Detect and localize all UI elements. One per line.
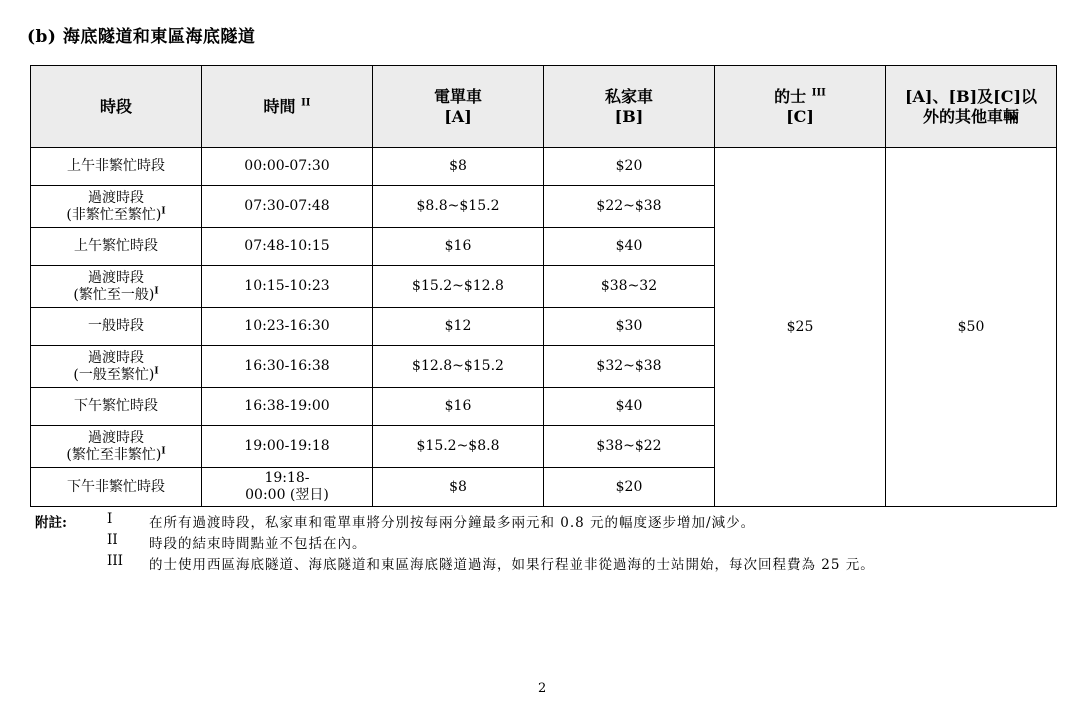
note-number: II [107,532,118,548]
tram-fee-cell: $8 [373,148,544,186]
period-cell: 上午繁忙時段 [31,228,202,266]
toll-table [30,65,1057,507]
header-tram: 電單車 [A] [373,66,544,148]
private-fee-cell: $32~$38 [544,346,715,388]
period-cell: 過渡時段 (繁忙至一般)$^I$ [31,266,202,308]
private-fee-cell: $20 [544,148,715,186]
note-text: 在所有過渡時段，私家車和電單車將分別按每兩分鐘最多兩元和 0.8 元的幅度逐步增加/減少。 [149,515,756,531]
section-title: (b) 海底隧道和東區海底隧道 [27,27,256,47]
period-cell: 下午非繁忙時段 [31,468,202,507]
time-cell: 10:23-16:30 [202,308,373,346]
note-number: III [107,553,123,569]
tram-fee-cell: $16 [373,228,544,266]
table-row [31,148,1057,186]
header-taxi: 的士 $^{III}$ [C] [715,66,886,148]
tram-fee-cell: $12 [373,308,544,346]
tram-fee-cell: $15.2~$8.8 [373,426,544,468]
taxi-fee-cell: $25 [715,148,886,507]
period-cell: 過渡時段 (一般至繁忙)$^I$ [31,346,202,388]
tram-fee-cell: $8 [373,468,544,507]
period-cell: 過渡時段 (繁忙至非繁忙)$^I$ [31,426,202,468]
time-cell: 00:00-07:30 [202,148,373,186]
private-fee-cell: $40 [544,228,715,266]
private-fee-cell: $40 [544,388,715,426]
time-cell: 16:38-19:00 [202,388,373,426]
tram-fee-cell: $12.8~$15.2 [373,346,544,388]
private-fee-cell: $38~$22 [544,426,715,468]
period-cell: 下午繁忙時段 [31,388,202,426]
header-private: 私家車 [B] [544,66,715,148]
note-text: 時段的結束時間點並不包括在內。 [149,536,367,552]
time-cell: 19:18- 00:00 (翌日) [202,468,373,507]
private-fee-cell: $30 [544,308,715,346]
time-cell: 16:30-16:38 [202,346,373,388]
notes-label: 附註: [35,515,67,531]
note-number: I [107,511,113,527]
time-cell: 07:30-07:48 [202,186,373,228]
time-cell: 19:00-19:18 [202,426,373,468]
others-fee-cell: $50 [886,148,1057,507]
period-cell: 上午非繁忙時段 [31,148,202,186]
header-period: 時段 [31,66,202,148]
tram-fee-cell: $8.8~$15.2 [373,186,544,228]
header-others: [A]、[B]及[C]以 外的其他車輛 [886,66,1057,148]
private-fee-cell: $38~32 [544,266,715,308]
private-fee-cell: $22~$38 [544,186,715,228]
period-cell: 過渡時段 (非繁忙至繁忙)$^I$ [31,186,202,228]
tram-fee-cell: $15.2~$12.8 [373,266,544,308]
period-cell: 一般時段 [31,308,202,346]
header-row [31,66,1057,148]
tram-fee-cell: $16 [373,388,544,426]
header-time: 時間 $^{II}$ [202,66,373,148]
page-number: 2 [538,681,547,696]
time-cell: 10:15-10:23 [202,266,373,308]
time-cell: 07:48-10:15 [202,228,373,266]
private-fee-cell: $20 [544,468,715,507]
note-text: 的士使用西區海底隧道、海底隧道和東區海底隧道過海，如果行程並非從過海的士站開始，每次回程費為 25 元。 [149,557,875,573]
